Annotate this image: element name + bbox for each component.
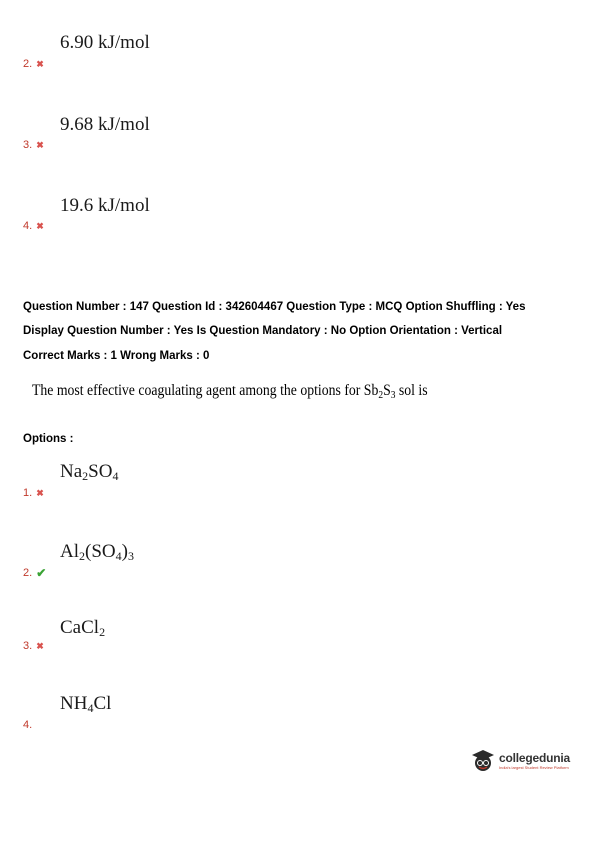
- prev-option-text: 9.68 kJ/mol: [60, 114, 150, 135]
- prev-option-number: [23, 139, 44, 151]
- wrong-mark-icon: ✖: [36, 640, 44, 651]
- wrong-mark-icon: ✖: [36, 58, 44, 69]
- formula-subscript: 4: [112, 469, 119, 483]
- formula-fragment: ): [121, 541, 128, 562]
- question-fragment: S: [383, 382, 391, 399]
- question-meta-line: Display Question Number : Yes Is Question Mandatory : No Option Orientation : Vertical: [23, 325, 503, 337]
- option-formula: [60, 693, 111, 715]
- prev-option-number: [23, 220, 44, 232]
- graduate-cap-icon: [470, 747, 496, 773]
- question-subscript: 3: [390, 389, 396, 401]
- question-subscript: 2: [378, 389, 384, 401]
- question-fragment: The most effective coagulating agent among the options for Sb: [32, 382, 379, 399]
- option-number: [23, 566, 46, 580]
- formula-fragment: Na: [60, 461, 83, 482]
- option-number-label: 4.: [23, 719, 33, 731]
- prev-option-text: 6.90 kJ/mol: [60, 32, 150, 53]
- option-number: [23, 640, 44, 652]
- question-meta-line: Correct Marks : 1 Wrong Marks : 0: [23, 350, 210, 362]
- option-formula: [60, 617, 105, 639]
- wrong-mark-icon: ✖: [36, 139, 44, 150]
- option-number-label: 1.: [23, 487, 33, 499]
- option-number-label: 2.: [23, 567, 33, 579]
- option-number-label: 4.: [23, 220, 33, 232]
- options-label: Options :: [23, 433, 74, 445]
- formula-subscript: 3: [127, 549, 134, 563]
- formula-fragment: NH: [60, 693, 88, 714]
- formula-subscript: 4: [87, 701, 94, 715]
- correct-check-icon: ✔: [36, 566, 47, 580]
- formula-subscript: 4: [115, 549, 122, 563]
- formula-fragment: SO: [88, 461, 113, 482]
- option-formula: [60, 461, 118, 483]
- formula-fragment: Al: [60, 541, 79, 562]
- option-number-label: 3.: [23, 640, 33, 652]
- wrong-mark-icon: ✖: [36, 487, 44, 498]
- option-number-label: 2.: [23, 58, 33, 70]
- wrong-mark-icon: ✖: [36, 220, 44, 231]
- option-formula: [60, 541, 134, 563]
- formula-fragment: CaCl: [60, 617, 100, 638]
- formula-fragment: (SO: [85, 541, 116, 562]
- logo-wordmark: collegedunia: [499, 750, 570, 765]
- formula-fragment: Cl: [93, 693, 112, 714]
- logo-tagline: India's largest Student Review Platform: [499, 764, 569, 770]
- formula-subscript: 2: [82, 469, 89, 483]
- collegedunia-logo: [470, 747, 570, 773]
- option-number: [23, 487, 44, 499]
- question-meta-line: Question Number : 147 Question Id : 342604467 Question Type : MCQ Option Shuffling : Yes: [23, 301, 526, 313]
- question-text: [32, 382, 428, 400]
- prev-option-number: [23, 58, 44, 70]
- option-number-label: 3.: [23, 139, 33, 151]
- formula-subscript: 2: [79, 549, 85, 563]
- prev-option-text: 19.6 kJ/mol: [60, 195, 150, 216]
- option-number: [23, 719, 32, 731]
- question-fragment: sol is: [395, 382, 428, 399]
- formula-subscript: 2: [99, 625, 106, 639]
